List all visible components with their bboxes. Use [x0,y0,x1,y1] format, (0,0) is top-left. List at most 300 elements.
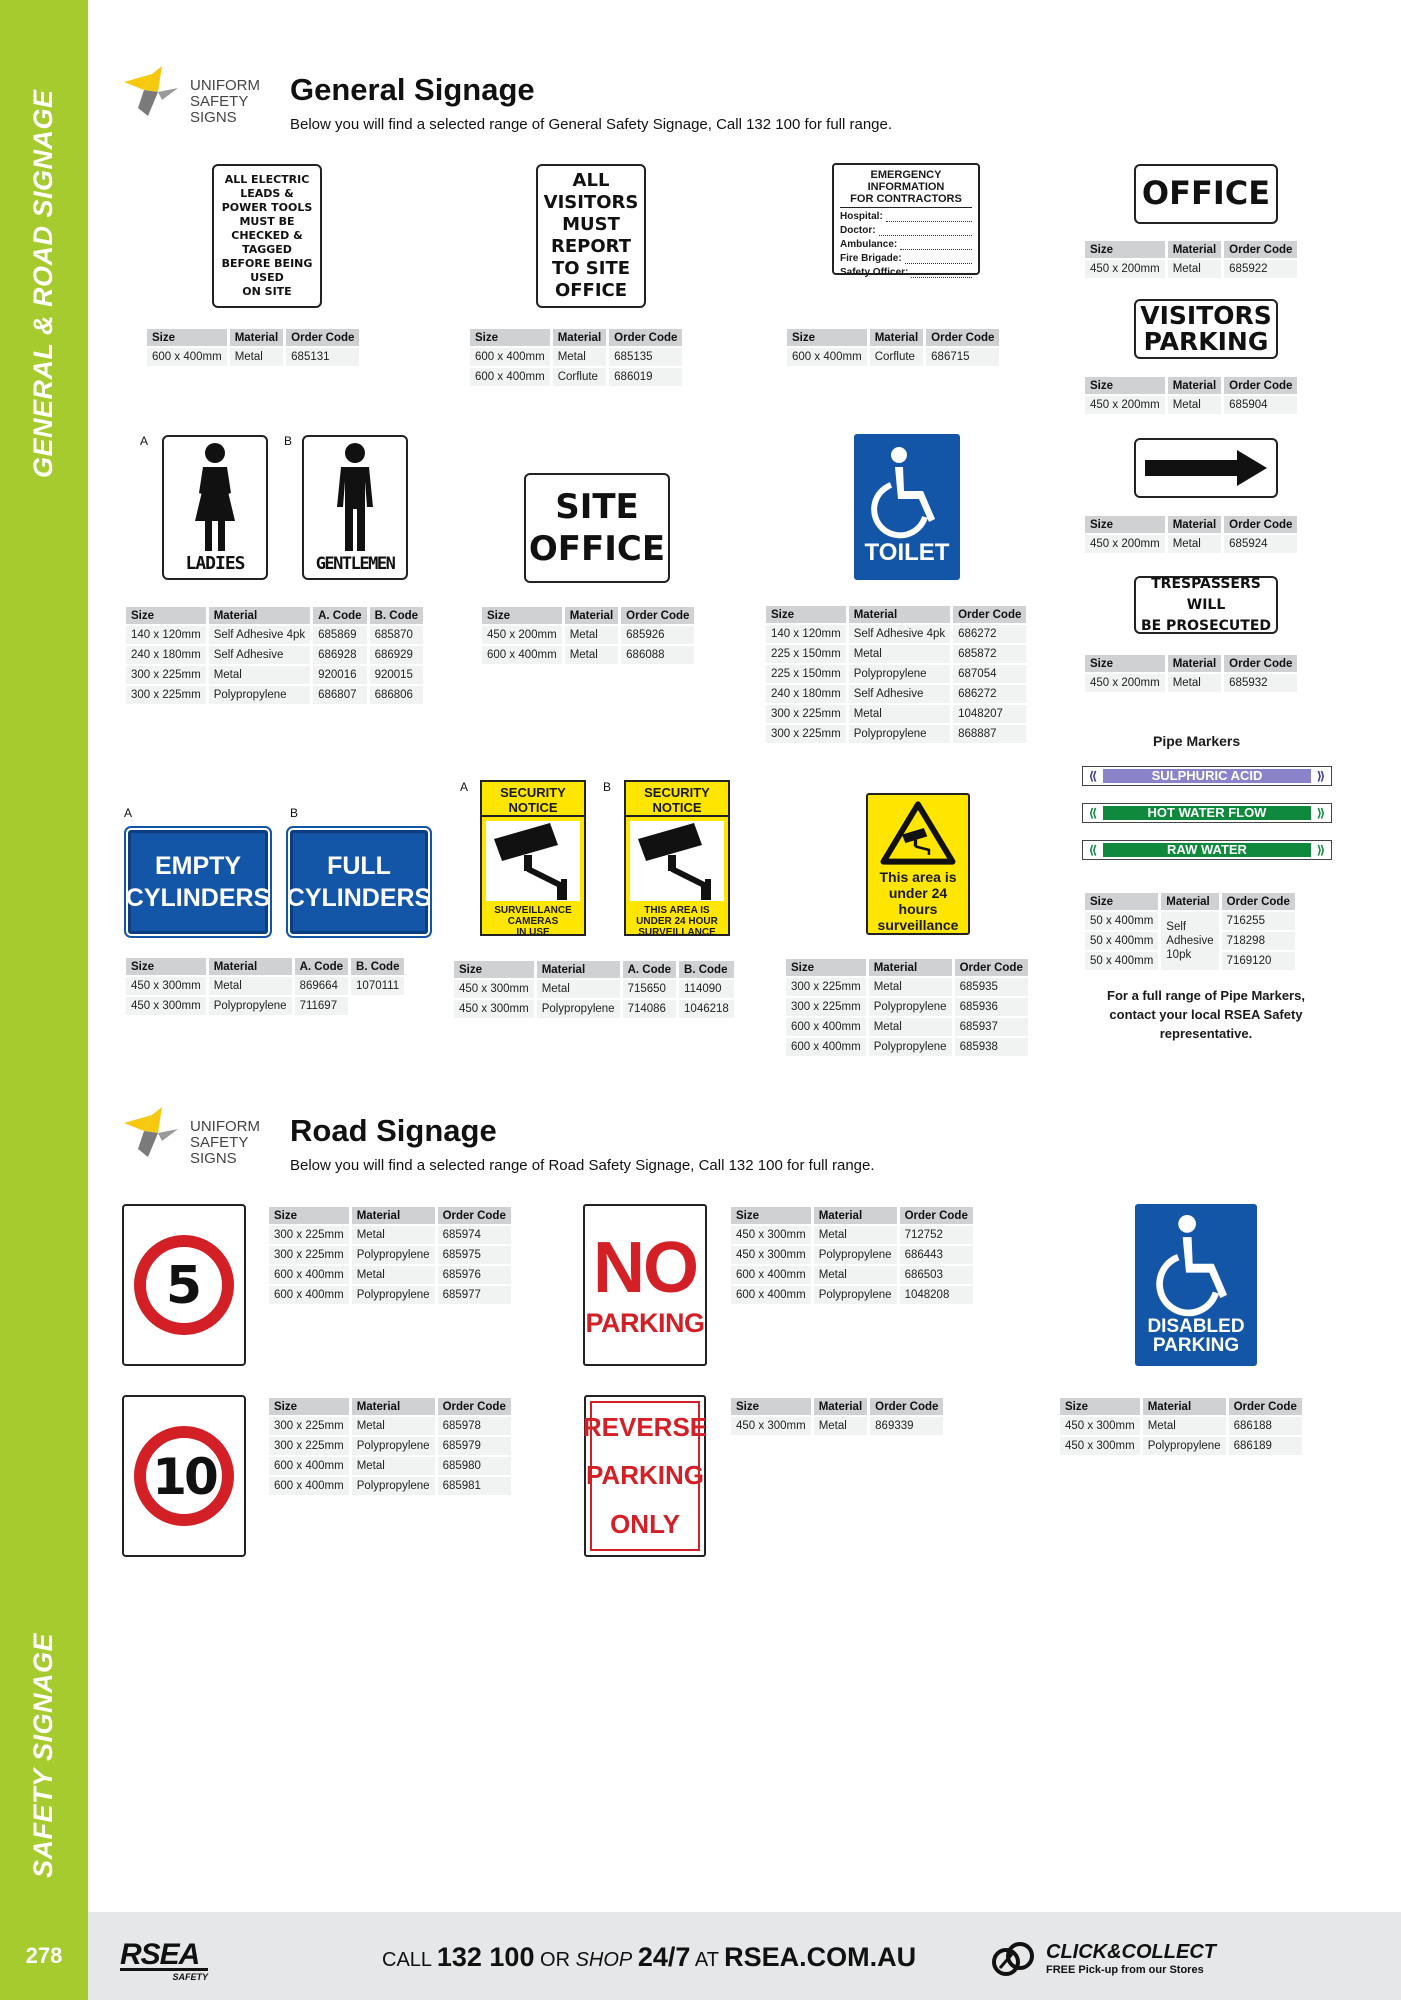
table-header: Order Code [900,1207,973,1224]
table-cell: 868887 [953,725,1026,743]
table-cell: Metal [869,978,952,996]
trespassers-text: TRESPASSERS WILL BE PROSECUTED [1140,575,1272,634]
table-cell: Metal [814,1417,867,1435]
reverse-parking-sign [584,1395,706,1557]
rsea-logo[interactable] [120,1938,208,1982]
emergency-field: Doctor: [840,225,972,236]
table-row [454,1000,734,1018]
table-header: Material [814,1398,867,1415]
emergency-heading: EMERGENCY INFORMATION FOR CONTRACTORS [840,169,972,208]
table-header: Material [352,1398,435,1415]
table-cell: 600 x 400mm [731,1266,811,1284]
table-cell: 300 x 225mm [269,1437,349,1455]
surveillance-spec-table [783,957,1031,1058]
emergency-info-sign [832,163,980,278]
table-cell: Polypropylene [537,1000,620,1018]
table-header: Order Code [1224,655,1297,672]
table-header: Order Code [1224,241,1297,258]
logo-chevron-icon [122,1105,192,1161]
table-row [787,348,999,366]
table-cell: 686806 [370,686,423,704]
call-bar [382,1942,916,1973]
table-cell: 240 x 180mm [766,685,846,703]
pipe-arrow-icon: ⟪ [1088,843,1098,857]
table-cell: 685870 [370,626,423,644]
table-header: Order Code [438,1398,511,1415]
table-cell: 685938 [955,1038,1028,1056]
label-a: A [460,780,469,794]
table-cell: 920015 [370,666,423,684]
table-cell: Metal [814,1266,897,1284]
table-cell: 685922 [1224,260,1297,278]
table-cell: 300 x 225mm [269,1417,349,1435]
table-row [269,1477,511,1495]
rsea-brand: RSEA [120,1938,200,1971]
table-cell: Self Adhesive [209,646,310,664]
security-b-graphic [630,821,724,901]
table-cell: Metal [869,1018,952,1036]
office-sign-text: OFFICE [1141,174,1271,213]
table-header: Order Code [621,607,694,624]
table-cell: Metal [352,1457,435,1475]
full-cylinders-text: FULL CYLINDERS [286,851,432,912]
table-row [126,646,423,664]
table-cell: 450 x 300mm [1060,1437,1140,1455]
table-header: Material [352,1207,435,1224]
general-signage-title: General Signage [290,72,535,107]
pipe-arrow-icon: ⟪ [1088,806,1098,820]
trespassers-spec-table [1082,653,1300,694]
toilet-label: TOILET [864,539,950,566]
table-row [454,980,734,998]
table-cell: 685869 [313,626,366,644]
table-row [786,978,1028,996]
table-row [766,705,1026,723]
rsea-brand-sub: SAFETY [120,1968,208,1982]
table-row [1085,396,1297,414]
table-cell: 711697 [295,997,348,1015]
male-figure-icon [325,443,385,553]
table-header: Order Code [1222,893,1295,910]
table-cell: Polypropylene [814,1246,897,1264]
security-notice-a-sign [480,780,586,936]
reverse-spec-table [728,1396,946,1437]
table-cell: 1046218 [679,1000,734,1018]
table-cell: 450 x 300mm [731,1417,811,1435]
table-cell: 1048208 [900,1286,973,1304]
phone-number[interactable]: 132 100 [436,1942,535,1972]
security-a-graphic [486,821,580,901]
table-header: Material [849,606,950,623]
gentlemen-sign [302,435,408,580]
table-row [766,645,1026,663]
table-cell: Metal [1168,260,1221,278]
speed-10-icon [132,1424,236,1528]
table-row [1085,674,1297,692]
table-cell: 450 x 300mm [454,980,534,998]
emergency-field: Safety Officer: [840,267,972,278]
table-header: Size [454,961,534,978]
table-cell: Metal [849,645,950,663]
table-row [470,368,682,386]
table-cell: 712752 [900,1226,973,1244]
table-header: Material [870,329,923,346]
table-cell: 7169120 [1222,952,1295,970]
table-cell: Self Adhesive 4pk [209,626,310,644]
table-row [731,1266,973,1284]
table-cell: 869339 [870,1417,943,1435]
table-header: Size [1085,377,1165,394]
table-cell: 685977 [438,1286,511,1304]
table-row [786,998,1028,1016]
table-cell: 714086 [623,1000,676,1018]
table-row [269,1226,511,1244]
table-cell: Metal [814,1226,897,1244]
office-spec-table [1082,239,1300,280]
table-cell: 450 x 300mm [126,977,206,995]
table-cell: 685135 [609,348,682,366]
table-row [482,626,694,644]
uniform-safety-signs-logo [122,64,272,134]
table-cell: Polypropylene [352,1286,435,1304]
table-cell: 114090 [679,980,734,998]
table-header: Size [766,606,846,623]
table-cell: 300 x 225mm [786,978,866,996]
table-cell: 685976 [438,1266,511,1284]
table-cell: Metal [1168,674,1221,692]
click-collect-icon [990,1938,1038,1978]
table-cell: 686807 [313,686,366,704]
table-header: Size [786,959,866,976]
table-row [786,1038,1028,1056]
table-cell: 686189 [1229,1437,1302,1455]
speed-5-icon [132,1233,236,1337]
road-logo [122,1105,272,1175]
table-header: A. Code [313,607,366,624]
table-header: Order Code [609,329,682,346]
table-row [766,625,1026,643]
table-row [269,1246,511,1264]
table-cell: Metal [352,1417,435,1435]
arrow-sign [1134,438,1278,498]
visitors-parking-text: VISITORS PARKING [1140,301,1272,356]
table-cell: Self Adhesive [849,685,950,703]
table-cell: 920016 [313,666,366,684]
table-header: Order Code [438,1207,511,1224]
table-cell: Metal [1143,1417,1226,1435]
table-cell: Corflute [553,368,606,386]
disabled-parking-sign [1135,1204,1257,1366]
table-header: Order Code [926,329,999,346]
table-header: Material [565,607,618,624]
table-cell: Polypropylene [869,998,952,1016]
table-cell: Metal [1168,535,1221,553]
table-row [269,1417,511,1435]
empty-cylinders-sign [125,830,271,934]
table-row [269,1266,511,1284]
table-cell: 685981 [438,1477,511,1495]
table-cell: Polypropylene [352,1437,435,1455]
table-header: Size [269,1398,349,1415]
table-cell: 140 x 120mm [126,626,206,644]
uniform-safety-signs-logo [122,1105,272,1175]
table-row [126,977,404,995]
toilets-spec-table [123,605,426,706]
table-header: Material [869,959,952,976]
hours-text: 24/7 [637,1942,691,1972]
table-header: Material [209,958,292,975]
visitors-report-sign [536,164,646,308]
label-b: B [290,806,299,820]
site-office-text: SITE OFFICE [528,487,666,569]
visitors-report-text: ALL VISITORS MUST REPORT TO SITE OFFICE [543,170,639,301]
table-cell: Self Adhesive 4pk [849,625,950,643]
pipe-arrow-icon: ⟫ [1316,806,1326,820]
table-cell: Metal [849,705,950,723]
table-row [482,646,694,664]
table-cell: 300 x 225mm [269,1246,349,1264]
table-cell: Metal [553,348,606,366]
table-cell: Polypropylene [814,1286,897,1304]
general-logo [122,64,272,134]
table-cell: Metal [1168,396,1221,414]
table-cell: 50 x 400mm [1085,952,1158,970]
logo-line1: UNIFORM [190,77,260,94]
disabled-parking-spec-table [1057,1396,1305,1457]
label-b: B [284,434,293,448]
table-cell: 686272 [953,685,1026,703]
speed-5-value: 5 [165,1256,203,1316]
table-cell: 715650 [623,980,676,998]
logo-line2: SAFETY [190,1134,249,1151]
table-cell: 685980 [438,1457,511,1475]
table-cell: 869664 [295,977,348,995]
table-header: Material [1161,893,1218,910]
table-cell: 685975 [438,1246,511,1264]
electric-sign-text: ALL ELECTRIC LEADS & POWER TOOLS MUST BE CHECKED & TAGGED BEFORE BEING USED ON SITE [221,173,313,298]
office-sign [1134,164,1278,224]
table-cell: 450 x 200mm [1085,260,1165,278]
table-header: Order Code [870,1398,943,1415]
pipe-arrow-icon: ⟫ [1316,769,1326,783]
pipe-markers-title: Pipe Markers [1153,733,1241,749]
table-cell: 686019 [609,368,682,386]
table-header: Size [1060,1398,1140,1415]
table-cell: 685924 [1224,535,1297,553]
ladies-sign [162,435,268,580]
table-cell: 240 x 180mm [126,646,206,664]
table-cell: Metal [565,646,618,664]
table-header: A. Code [295,958,348,975]
table-cell: Polypropylene [849,665,950,683]
table-cell: 716255 [1222,912,1295,930]
table-header: Material [230,329,283,346]
reverse-parking-text: REVERSE PARKING ONLY [590,1401,700,1551]
table-header: Size [482,607,562,624]
click-collect-sub: FREE Pick-up from our Stores [1046,1963,1204,1976]
table-cell: 450 x 300mm [731,1246,811,1264]
speed-limit-5-sign [122,1204,246,1366]
table-header: Material [1143,1398,1226,1415]
table-cell: 687054 [953,665,1026,683]
table-cell: 600 x 400mm [269,1286,349,1304]
wheelchair-icon [867,447,947,539]
table-cell: 685935 [955,978,1028,996]
table-cell: 686929 [370,646,423,664]
website-link[interactable]: RSEA.COM.AU [724,1942,917,1972]
logo-line3: SIGNS [190,1150,237,1167]
table-row [269,1286,511,1304]
pipe-marker-label: RAW WATER [1103,843,1311,857]
or-text: OR [540,1949,571,1971]
footer-bar [0,1912,1401,2000]
site-office-spec-table [479,605,697,666]
table-cell: 450 x 300mm [1060,1417,1140,1435]
table-cell: 600 x 400mm [269,1266,349,1284]
table-row [766,665,1026,683]
table-header: Size [1085,241,1165,258]
table-row [1060,1437,1302,1455]
cctv-camera-icon [632,821,722,901]
table-row [1085,260,1297,278]
table-cell: 686272 [953,625,1026,643]
table-header: Material [1168,516,1221,533]
speed-10-value: 10 [152,1448,216,1506]
table-row [731,1246,973,1264]
table-cell: 686188 [1229,1417,1302,1435]
disabled-parking-text: DISABLED PARKING [1147,1316,1245,1356]
table-cell: 450 x 200mm [482,626,562,644]
table-cell: Self Adhesive 10pk [1161,912,1218,970]
no-parking-sign [583,1204,707,1366]
table-cell: 685926 [621,626,694,644]
table-header: Material [814,1207,897,1224]
wheelchair-icon [1151,1215,1241,1317]
table-cell: Metal [209,666,310,684]
pipe-arrow-icon: ⟪ [1088,769,1098,783]
road-signage-title: Road Signage [290,1113,497,1148]
table-row [126,997,404,1015]
table-header: Size [1085,516,1165,533]
table-row [126,686,423,704]
table-cell: 600 x 400mm [470,368,550,386]
emergency-field: Hospital: [840,211,972,222]
table-cell: 600 x 400mm [269,1477,349,1495]
table-cell: 685974 [438,1226,511,1244]
disabled-toilet-sign [854,434,960,580]
table-cell: 450 x 300mm [454,1000,534,1018]
table-cell: 685904 [1224,396,1297,414]
table-header: Material [1168,241,1221,258]
table-cell: 1070111 [351,977,404,995]
table-header: B. Code [370,607,423,624]
table-header: Size [731,1398,811,1415]
security-b-heading: SECURITY NOTICE [626,785,728,817]
speed5-spec-table [266,1205,514,1306]
no-parking-parking: PARKING [585,1307,705,1338]
table-cell: Polypropylene [352,1477,435,1495]
table-cell: 450 x 200mm [1085,396,1165,414]
table-cell: 685131 [286,348,359,366]
table-cell: 300 x 225mm [126,666,206,684]
table-cell: 685978 [438,1417,511,1435]
shop-text: SHOP [575,1949,633,1971]
table-row [786,1018,1028,1036]
table-cell: 600 x 400mm [731,1286,811,1304]
table-header: Size [787,329,867,346]
click-collect[interactable] [990,1938,1216,1978]
table-cell: 300 x 225mm [786,998,866,1016]
table-cell: 140 x 120mm [766,625,846,643]
table-row [1060,1417,1302,1435]
table-header: Size [1085,893,1158,910]
table-cell: 685932 [1224,674,1297,692]
general-signage-subtitle: Below you will find a selected range of General Safety Signage, Call 132 100 for full range. [290,116,893,133]
table-cell: Polypropylene [849,725,950,743]
female-figure-icon [185,443,245,553]
no-parking-spec-table [728,1205,976,1306]
table-cell: 686715 [926,348,999,366]
table-header: B. Code [679,961,734,978]
label-b: B [603,780,612,794]
table-header: Order Code [953,606,1026,623]
at-text: AT [694,1949,719,1971]
ladies-label: LADIES [185,553,245,574]
table-cell: 685979 [438,1437,511,1455]
table-header: Order Code [1224,516,1297,533]
table-cell: 300 x 225mm [766,705,846,723]
pipe-arrow-icon: ⟫ [1316,843,1326,857]
table-cell: 600 x 400mm [147,348,227,366]
table-cell: 686503 [900,1266,973,1284]
table-row [766,685,1026,703]
pipe-marker [1082,840,1332,860]
side-title-safety: SAFETY SIGNAGE [28,1632,58,1878]
table-row [269,1457,511,1475]
table-header: Size [147,329,227,346]
table-header: Order Code [286,329,359,346]
table-row [731,1226,973,1244]
emergency-spec-table [784,327,1002,368]
arrow-spec-table [1082,514,1300,555]
table-row [1085,912,1295,930]
table-cell: Polypropylene [1143,1437,1226,1455]
call-prefix: CALL [382,1949,432,1971]
table-header: Size [731,1207,811,1224]
table-header: Size [1085,655,1165,672]
side-band [0,0,88,1912]
table-cell: Metal [565,626,618,644]
table-cell: 685937 [955,1018,1028,1036]
table-cell: Corflute [870,348,923,366]
side-title-general-road: GENERAL & ROAD SIGNAGE [28,89,58,478]
table-cell: Metal [352,1226,435,1244]
table-row [1085,535,1297,553]
table-header: A. Code [623,961,676,978]
table-cell: 600 x 400mm [787,348,867,366]
table-header: Material [1168,377,1221,394]
table-row [126,666,423,684]
pipe-marker-label: SULPHURIC ACID [1103,769,1311,783]
table-header: B. Code [351,958,404,975]
electric-leads-sign [212,164,322,308]
pipe-marker-label: HOT WATER FLOW [1103,806,1311,820]
table-cell: 686443 [900,1246,973,1264]
security-spec-table [451,959,737,1020]
visitors-parking-sign [1134,299,1278,359]
table-cell: Metal [352,1266,435,1284]
table-row [766,725,1026,743]
